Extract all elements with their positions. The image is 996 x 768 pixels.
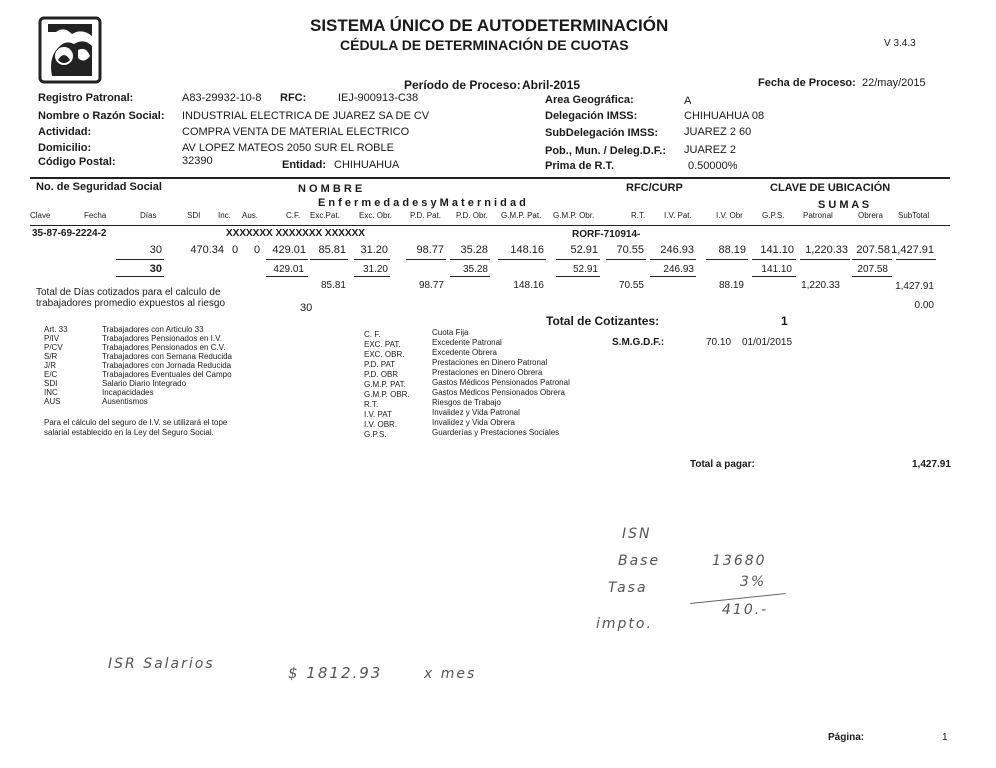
legend-desc: Trabajadores Pensionados en I.V. xyxy=(102,334,222,343)
row-iv-obr: 88.19 xyxy=(718,244,746,256)
col-exc-pat: Exc.Pat. xyxy=(310,211,340,220)
legend-code: G.P.S. xyxy=(364,430,387,439)
underline2-dias xyxy=(116,276,164,277)
legend-code: I.V. PAT xyxy=(364,410,392,419)
legend-desc: Guarderías y Prestaciones Sociales xyxy=(432,428,560,437)
col-pd-obr: P.D. Obr. xyxy=(456,211,488,220)
col-nombre-header: N O M B R E xyxy=(298,183,363,195)
area-label: Area Geográfica: xyxy=(545,94,634,106)
enf-mat-header: E n f e r m e d a d e s y M a t e r n i d a d xyxy=(318,197,526,209)
total-gmp-obr: 52.91 xyxy=(572,264,598,275)
worker-rfc: RORF-710914- xyxy=(572,229,641,240)
col-dias: Días xyxy=(140,211,157,220)
col-gmp-obr: G.M.P. Obr. xyxy=(553,211,595,220)
hand-impto-value: 410.- xyxy=(722,602,769,618)
total-cf: 429.01 xyxy=(273,264,304,275)
legend-code: S/R xyxy=(44,352,58,361)
underline-gmp-pat xyxy=(498,259,546,260)
col-gps: G.P.S. xyxy=(762,211,785,220)
legend-desc: Excedente Obrera xyxy=(432,348,497,357)
doc-subtitle: CÉDULA DE DETERMINACIÓN DE CUOTAS xyxy=(340,37,629,53)
legend-desc: Cuota Fija xyxy=(432,328,469,337)
legend-desc: Salario Diario Integrado xyxy=(102,379,187,388)
legend-code: INC xyxy=(44,388,58,397)
delegacion-label: Delegación IMSS: xyxy=(545,110,638,122)
total-gps: 141.10 xyxy=(761,264,792,275)
underline-iv-pat xyxy=(650,259,696,260)
row-iv-pat: 246.93 xyxy=(660,244,694,256)
total-exc-obr: 31.20 xyxy=(362,264,388,275)
col-obrera: Obrera xyxy=(858,211,883,220)
legend-desc: Gastos Médicos Pensionados Obrera xyxy=(432,388,565,397)
razon-value: INDUSTRIAL ELECTRICA DE JUAREZ SA DE CV xyxy=(182,110,430,122)
total-obrera: 207.58 xyxy=(857,264,888,275)
hand-isr-label: ISR Salarios xyxy=(108,656,215,672)
row-gps: 141.10 xyxy=(760,244,794,256)
underline2-gps xyxy=(752,276,796,277)
col-rt: R.T. xyxy=(631,211,646,220)
total-pagar-value: 1,427.91 xyxy=(912,459,951,470)
underline2-gmp-obr xyxy=(556,276,600,277)
hand-tasa-value: 3% xyxy=(740,574,767,590)
delegacion-value: CHIHUAHUA 08 xyxy=(684,110,765,122)
underline-pd-pat xyxy=(406,259,446,260)
period-label: Período de Proceso: xyxy=(404,78,521,92)
version-label: V 3.4.3 xyxy=(884,38,916,49)
worker-nss: 35-87-69-2224-2 xyxy=(32,228,107,239)
domicilio-label: Domicilio: xyxy=(38,142,92,154)
hand-base-label: Base xyxy=(618,553,661,569)
row-gmp-obr: 52.91 xyxy=(570,244,598,256)
underline2-iv-pat xyxy=(650,276,696,277)
cotizantes-label: Total de Cotizantes: xyxy=(546,314,660,328)
legend-desc: Prestaciones en Dinero Patronal xyxy=(432,358,548,367)
entidad-value: CHIHUAHUA xyxy=(334,159,400,171)
col-nss-header: No. de Seguridad Social xyxy=(36,181,162,193)
underline2-exc-obr xyxy=(354,276,390,277)
col-iv-obr: I.V. Obr xyxy=(716,211,743,220)
sumas-header: S U M A S xyxy=(818,199,870,211)
underline-dias xyxy=(116,259,164,260)
legend-code: AUS xyxy=(44,397,61,406)
row-pd-obr: 35.28 xyxy=(460,244,488,256)
underline-cf xyxy=(266,259,308,260)
legend-note-line1: Para el cálculo del seguro de I.V. se utilizará el tope xyxy=(44,418,228,427)
page-number: 1 xyxy=(942,732,948,743)
total-dias: 30 xyxy=(149,263,162,275)
col-fecha: Fecha xyxy=(84,211,107,220)
cotizantes-value: 1 xyxy=(781,314,788,328)
hand-tasa-label: Tasa xyxy=(608,580,648,596)
cp-label: Código Postal: xyxy=(38,156,116,168)
total-iv-obr: 88.19 xyxy=(718,280,744,291)
row-pd-pat: 98.77 xyxy=(416,244,444,256)
worker-name: XXXXXXX XXXXXXX XXXXXX xyxy=(226,228,365,239)
legend-desc: Prestaciones en Dinero Obrera xyxy=(432,368,543,377)
page-label: Página: xyxy=(828,732,865,743)
row-dias: 30 xyxy=(149,244,162,256)
hand-isr-suffix: x mes xyxy=(424,666,477,682)
col-exc-obr: Exc. Obr. xyxy=(359,211,392,220)
razon-label: Nombre o Razón Social: xyxy=(38,110,165,122)
col-cf: C.F. xyxy=(286,211,301,220)
legend-desc: Invalidez y Vida Patronal xyxy=(432,408,520,417)
col-subtotal: SubTotal xyxy=(898,211,930,220)
legend-code: P.D. OBR xyxy=(364,370,399,379)
total-exc-pat: 85.81 xyxy=(320,280,346,291)
hand-impto-label: impto. xyxy=(596,616,653,632)
underline-patronal xyxy=(800,259,850,260)
legend-desc: Trabajadores con Semana Reducida xyxy=(102,352,233,361)
legend-desc: Gastos Médicos Pensionados Patronal xyxy=(432,378,570,387)
total-rt: 70.55 xyxy=(618,280,644,291)
domicilio-value: AV LOPEZ MATEOS 2050 SUR EL ROBLE xyxy=(182,142,394,154)
legend-code: EXC. OBR. xyxy=(364,350,405,359)
prima-label: Prima de R.T. xyxy=(545,160,615,172)
row-exc-obr: 31.20 xyxy=(360,244,388,256)
process-date-value: 22/may/2015 xyxy=(862,77,926,89)
smgdf-label: S.M.G.D.F.: xyxy=(612,337,665,348)
row-gmp-pat: 148.16 xyxy=(510,244,544,256)
underline-exc-obr xyxy=(354,259,390,260)
row-sdi: 470.34 xyxy=(190,244,224,256)
pob-value: JUAREZ 2 xyxy=(684,144,736,156)
subdelegacion-value: JUAREZ 2 60 xyxy=(684,126,752,138)
col-rfc-header: RFC/CURP xyxy=(626,182,683,194)
underline-subtotal xyxy=(896,259,936,260)
process-date-label: Fecha de Proceso: xyxy=(758,77,856,89)
legend-code: G.M.P. OBR. xyxy=(364,390,410,399)
legend-desc: Invalidez y Vida Obrera xyxy=(432,418,516,427)
legend-note-line2: salarial establecido en la Ley del Seguro Social. xyxy=(44,428,214,437)
legend-code: EXC. PAT. xyxy=(364,340,401,349)
legend-code: P/CV xyxy=(44,343,63,352)
row-rt: 70.55 xyxy=(616,244,644,256)
registro-value: A83-29932-10-8 xyxy=(182,92,262,104)
total-pd-obr: 35.28 xyxy=(462,264,488,275)
legend-code: J/R xyxy=(44,361,56,370)
row-exc-pat: 85.81 xyxy=(318,244,346,256)
legend-desc: Trabajadores Eventuales del Campo xyxy=(102,370,232,379)
col-sdi: SDI xyxy=(187,211,201,220)
entidad-label: Entidad: xyxy=(282,159,326,171)
hand-isr-value: $ 1812.93 xyxy=(288,664,383,682)
legend-code: R.T. xyxy=(364,400,379,409)
col-clave: Clave xyxy=(30,211,51,220)
legend-code: I.V. OBR. xyxy=(364,420,398,429)
legend-desc: Trabajadores con Articulo 33 xyxy=(102,325,204,334)
legend-desc: Excedente Patronal xyxy=(432,338,502,347)
registro-label: Registro Patronal: xyxy=(38,92,134,104)
col-gmp-pat: G.M.P. Pat. xyxy=(501,211,542,220)
underline2-pd-obr xyxy=(450,276,490,277)
total-pd-pat: 98.77 xyxy=(418,280,444,291)
col-pd-pat: P.D. Pat. xyxy=(410,211,441,220)
legend-code: Art. 33 xyxy=(44,325,68,334)
smgdf-date: 01/01/2015 xyxy=(742,337,793,348)
legend-desc: Ausentismos xyxy=(102,397,148,406)
legend-code: SDI xyxy=(44,379,58,388)
total-zero: 0.00 xyxy=(914,300,934,311)
row-patronal: 1,220.33 xyxy=(805,244,848,256)
legend-desc: Trabajadores Pensionados en C.V. xyxy=(102,343,226,352)
underline2-obrera xyxy=(852,276,892,277)
area-value: A xyxy=(684,95,692,107)
prima-value: 0.50000% xyxy=(688,160,738,172)
legend-code: G.M.P. PAT. xyxy=(364,380,406,389)
underline-pd-obr xyxy=(450,259,490,260)
actividad-value: COMPRA VENTA DE MATERIAL ELECTRICO xyxy=(182,126,410,138)
legend-code: C. F. xyxy=(364,330,381,339)
col-aus: Aus. xyxy=(242,211,259,220)
underline-gmp-obr xyxy=(556,259,600,260)
legend-desc: Trabajadores con Jornada Reducida xyxy=(102,361,232,370)
header-rule xyxy=(30,177,950,179)
total-iv-pat: 246.93 xyxy=(663,264,694,275)
actividad-label: Actividad: xyxy=(38,126,92,138)
dias-note-line2: trabajadores promedio expuestos al riesgo xyxy=(36,298,225,309)
imss-logo xyxy=(38,16,102,84)
total-gmp-pat: 148.16 xyxy=(513,280,544,291)
period-value: Abril-2015 xyxy=(522,78,581,92)
underline-rt xyxy=(606,259,646,260)
hand-base-value: 13680 xyxy=(712,553,767,569)
dias-note-value: 30 xyxy=(300,302,313,314)
column-rule xyxy=(30,225,950,226)
row-subtotal: 1,427.91 xyxy=(891,244,934,256)
underline-exc-pat xyxy=(310,259,348,260)
row-obrera: 207.58 xyxy=(856,244,890,256)
col-iv-pat: I.V. Pat. xyxy=(664,211,692,220)
dias-note-line1: Total de Días cotizados para el calculo de xyxy=(36,287,221,298)
row-aus: 0 xyxy=(254,244,261,256)
hand-isn: ISN xyxy=(622,526,652,542)
legend-desc: Riesgos de Trabajo xyxy=(432,398,501,407)
legend-code: P/IV xyxy=(44,334,60,343)
legend-code: E/C xyxy=(44,370,58,379)
doc-title: SISTEMA ÚNICO DE AUTODETERMINACIÓN xyxy=(310,16,669,35)
subdelegacion-label: SubDelegación IMSS: xyxy=(545,127,659,139)
col-inc: Inc. xyxy=(218,211,231,220)
legend-desc: Incapacidades xyxy=(102,388,154,397)
rfc-value: IEJ-900913-C38 xyxy=(338,92,419,104)
total-pagar-label: Total a pagar: xyxy=(690,459,755,470)
cp-value: 32390 xyxy=(182,155,213,167)
row-inc: 0 xyxy=(232,244,239,256)
col-ubicacion-header: CLAVE DE UBICACIÓN xyxy=(770,182,891,194)
underline2-cf xyxy=(266,276,308,277)
rfc-label: RFC: xyxy=(280,92,307,104)
legend-code: P.D. PAT xyxy=(364,360,396,369)
total-subtotal: 1,427.91 xyxy=(895,281,934,292)
smgdf-value: 70.10 xyxy=(706,337,732,348)
pob-label: Pob., Mun. / Deleg.D.F.: xyxy=(545,145,666,157)
underline-obrera xyxy=(852,259,892,260)
total-patronal: 1,220.33 xyxy=(801,280,840,291)
col-patronal: Patronal xyxy=(803,211,833,220)
underline-gps xyxy=(752,259,796,260)
row-cf: 429.01 xyxy=(272,244,306,256)
underline-iv-obr xyxy=(706,259,748,260)
